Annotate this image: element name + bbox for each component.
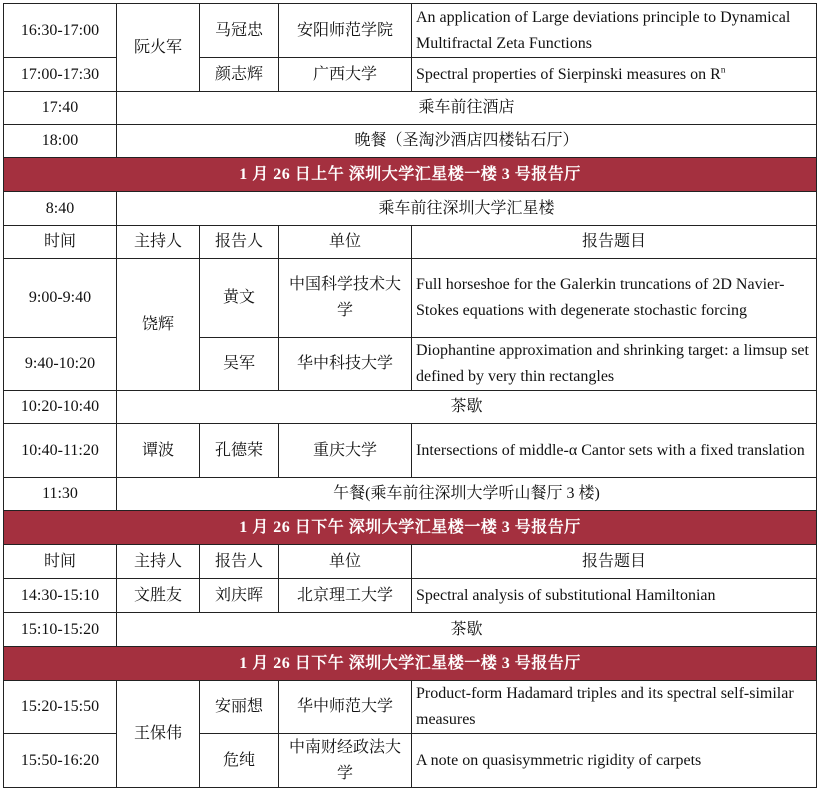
speaker-cell: 颜志辉 [200,58,279,92]
col-header-time: 时间 [4,226,117,259]
time-cell: 9:40-10:20 [4,338,117,391]
table-row [4,681,817,734]
title-cell: Diophantine approximation and shrinking target: a limsup set defined by very thin rectangles [412,338,817,391]
title-cell: Intersections of middle-α Cantor sets with a fixed translation [412,424,817,478]
col-header-speaker: 报告人 [200,545,279,579]
col-header-title: 报告题目 [412,545,817,579]
section-header: 1 月 26 日上午 深圳大学汇星楼一楼 3 号报告厅 [4,158,817,192]
time-cell: 17:40 [4,92,117,125]
section-header-row [4,647,817,681]
event-cell: 茶歇 [117,391,817,424]
time-cell: 8:40 [4,192,117,226]
unit-cell: 华中科技大学 [279,338,412,391]
time-cell: 14:30-15:10 [4,579,117,613]
schedule-table [3,3,817,788]
title-cell: An application of Large deviations principle to Dynamical Multifractal Zeta Functions [412,4,817,58]
unit-cell: 华中师范大学 [279,681,412,734]
title-cell: Full horseshoe for the Galerkin truncations of 2D Navier-Stokes equations with degenerate stochastic forcing [412,259,817,338]
col-header-unit: 单位 [279,226,412,259]
section-header: 1 月 26 日下午 深圳大学汇星楼一楼 3 号报告厅 [4,511,817,545]
event-cell: 午餐(乘车前往深圳大学听山餐厅 3 楼) [117,478,817,511]
time-cell: 15:50-16:20 [4,734,117,788]
col-header-host: 主持人 [117,545,200,579]
unit-cell: 安阳师范学院 [279,4,412,58]
table-row [4,613,817,647]
host-cell: 王保伟 [117,681,200,788]
unit-cell: 北京理工大学 [279,579,412,613]
table-row [4,192,817,226]
table-row [4,259,817,338]
title-text: Spectral properties of Sierpinski measures on R [416,65,721,83]
table-row [4,125,817,158]
time-cell: 18:00 [4,125,117,158]
host-cell: 谭波 [117,424,200,478]
section-header-row [4,511,817,545]
speaker-cell: 孔德荣 [200,424,279,478]
time-cell: 15:20-15:50 [4,681,117,734]
host-cell: 饶辉 [117,259,200,391]
time-cell: 16:30-17:00 [4,4,117,58]
event-cell: 晚餐（圣淘沙酒店四楼钻石厅） [117,125,817,158]
event-cell: 乘车前往酒店 [117,92,817,125]
title-cell: Spectral analysis of substitutional Hamiltonian [412,579,817,613]
time-cell: 11:30 [4,478,117,511]
speaker-cell: 吴军 [200,338,279,391]
speaker-cell: 安丽想 [200,681,279,734]
col-header-speaker: 报告人 [200,226,279,259]
column-header-row [4,545,817,579]
time-cell: 9:00-9:40 [4,259,117,338]
unit-cell: 中南财经政法大学 [279,734,412,788]
table-row [4,391,817,424]
col-header-time: 时间 [4,545,117,579]
section-header-row [4,158,817,192]
column-header-row [4,226,817,259]
title-cell [412,58,817,92]
title-cell: A note on quasisymmetric rigidity of carpets [412,734,817,788]
col-header-host: 主持人 [117,226,200,259]
title-superscript: n [720,64,726,75]
event-cell: 乘车前往深圳大学汇星楼 [117,192,817,226]
time-cell: 10:20-10:40 [4,391,117,424]
speaker-cell: 黄文 [200,259,279,338]
speaker-cell: 马冠忠 [200,4,279,58]
col-header-unit: 单位 [279,545,412,579]
time-cell: 10:40-11:20 [4,424,117,478]
unit-cell: 中国科学技术大学 [279,259,412,338]
time-cell: 17:00-17:30 [4,58,117,92]
speaker-cell: 危纯 [200,734,279,788]
speaker-cell: 刘庆晖 [200,579,279,613]
table-row [4,579,817,613]
host-cell: 阮火军 [117,4,200,92]
section-header: 1 月 26 日下午 深圳大学汇星楼一楼 3 号报告厅 [4,647,817,681]
table-row [4,478,817,511]
event-cell: 茶歇 [117,613,817,647]
unit-cell: 重庆大学 [279,424,412,478]
time-cell: 15:10-15:20 [4,613,117,647]
title-cell: Product-form Hadamard triples and its spectral self-similar measures [412,681,817,734]
table-row [4,4,817,58]
unit-cell: 广西大学 [279,58,412,92]
table-row [4,424,817,478]
col-header-title: 报告题目 [412,226,817,259]
host-cell: 文胜友 [117,579,200,613]
table-row [4,92,817,125]
